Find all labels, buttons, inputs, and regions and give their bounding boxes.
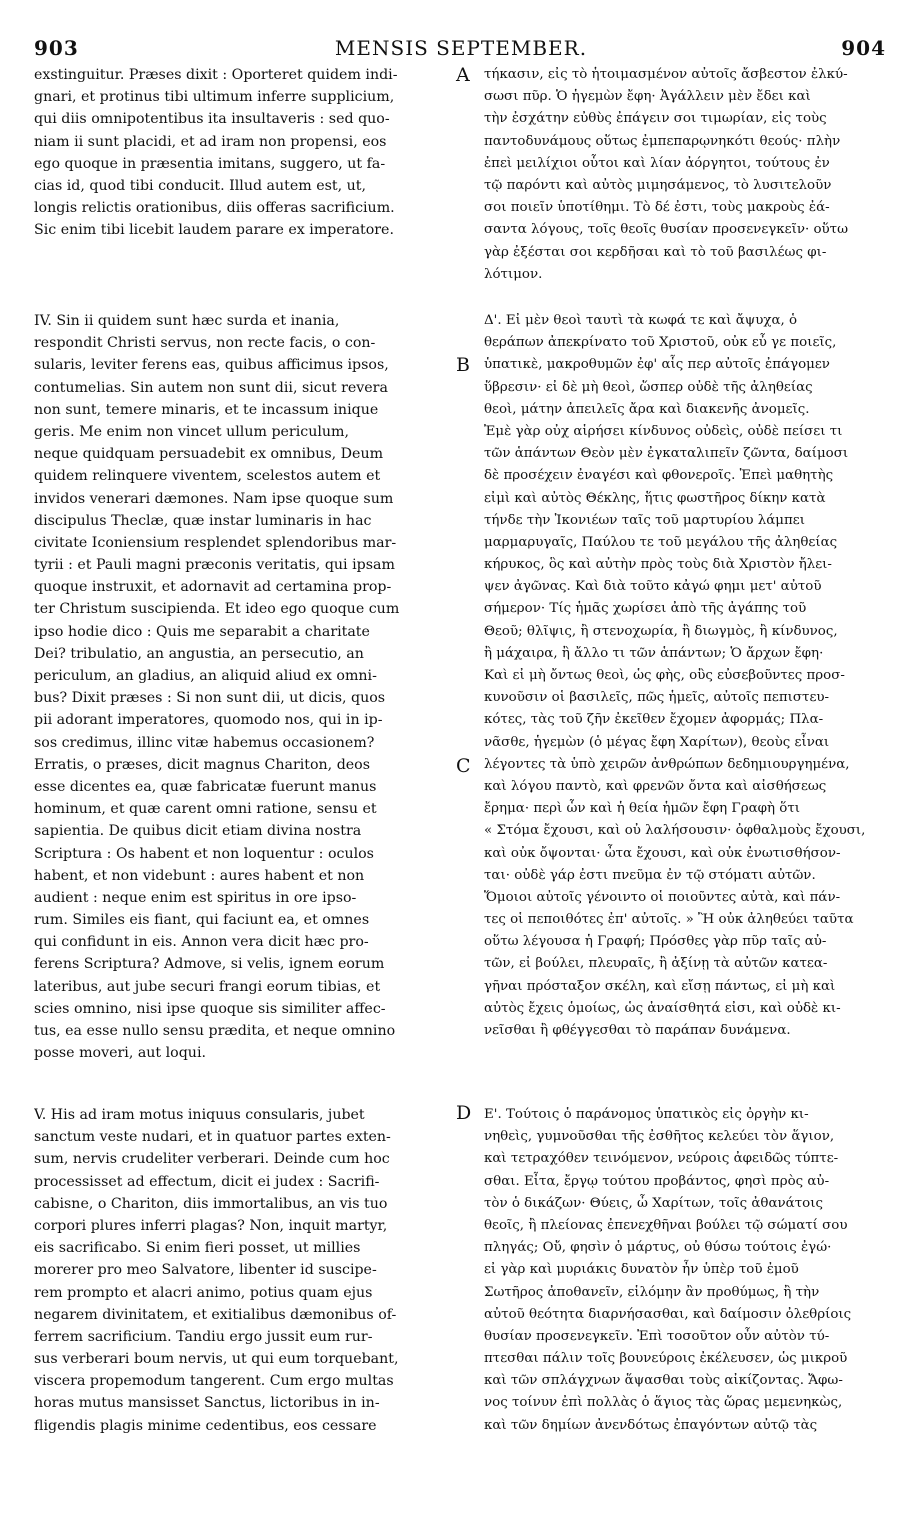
text-line: ψεν ἀγῶνας. Καὶ διὰ τοῦτο κἀγώ φημι μετ' αὐτοῦ <box>484 579 822 595</box>
text-line: bus? Dixit præses : Si non sunt dii, ut dicis, quos <box>34 690 386 707</box>
text-line: neque quidquam persuadebit ex omnibus, Deum <box>34 446 384 463</box>
latin-column <box>34 64 450 1534</box>
text-line: τῶν, εἰ βούλει, πλευραῖς, ἢ ἀξίνῃ τὰ αὐτῶν κατεα- <box>484 956 828 972</box>
text-line: ipso hodie dico : Quis me separabit a charitate <box>34 623 370 640</box>
text-line: audient : neque enim est spiritus in ore ipso- <box>34 889 357 906</box>
text-line: morerer pro meo Salvatore, libenter id suscipe- <box>34 1262 377 1279</box>
text-line: fligendis plagis minime cedentibus, eos cessare <box>34 1417 377 1434</box>
text-line: discipulus Theclæ, quæ instar luminaris in hac <box>34 512 372 529</box>
text-line: θεράπων ἀπεκρίνατο τοῦ Χριστοῦ, οὐκ εὖ γε ποιεῖς, <box>484 335 837 351</box>
text-line: λότιμον. <box>484 266 543 282</box>
text-line: γῆναι πρόσταξον σκέλη, καὶ εἴσῃ πάντως, εἰ μὴ καὶ <box>484 978 836 994</box>
text-line: cabisne, o Chariton, diis immortalibus, an vis tuo <box>34 1195 388 1212</box>
text-line: θυσίαν προσενεγκεῖν. Ἐπὶ τοσοῦτον οὖν αὐτὸν τύ- <box>484 1328 830 1344</box>
text-line: ferrem sacrificium. Tandiu ergo jussit eum rur- <box>34 1328 373 1345</box>
text-line: ται· οὐδὲ γάρ ἐστι πνεῦμα ἐν τῷ στόματι αὐτῶν. <box>484 867 816 883</box>
text-line: periculum, an gladius, an aliquid aliud ex omni- <box>34 668 377 684</box>
right-page-number: 904 <box>841 36 886 60</box>
text-line: negarem divinitatem, et exitialibus dæmonibus of- <box>34 1306 397 1323</box>
text-line: πτεσθαι πάλιν τοῖς βουνεύροις ἐκέλευσεν, ὡς μικροῦ <box>484 1351 848 1367</box>
text-line: νᾶσθε, ἡγεμὼν (ὁ μέγας ἔφη Χαρίτων), θεοὺς εἶναι <box>484 734 830 750</box>
text-line: longis relictis orationibus, diis offeras sacrificium. <box>34 200 395 217</box>
greek-section-4 <box>484 310 890 1042</box>
text-line: νηθεὶς, γυμνοῦσθαι τῆς ἐσθῆτος κελεύει τὸν ἅγιον, <box>484 1129 835 1145</box>
text-line: Καὶ εἰ μὴ ὄντως θεοὶ, ὡς φὴς, οὓς εὐσεβοῦντες προσ- <box>484 668 845 683</box>
greek-section-3 <box>484 64 890 286</box>
text-line: quidem relinquere viventem, scelestos autem et <box>34 468 381 485</box>
text-line: καὶ λόγου παντὸ, καὶ φρενῶν ὄντα καὶ αἰσθήσεως <box>484 778 827 794</box>
margin-letter-c: C <box>456 755 471 777</box>
text-line: νος τοίνυν ἐπὶ πολλὰς ὁ ἅγιος τὰς ὥρας μεμενηκὼς, <box>484 1395 843 1411</box>
text-line: tus, ea esse nullo sensu prædita, et neque omnino <box>34 1023 396 1039</box>
text-line: τῶν ἁπάντων Θεὸν μὲν ἐγκαταλιπεῖν ζῶντα, δαίμοσι <box>484 446 849 462</box>
text-line: ἢ μάχαιρα, ἢ ἄλλο τι τῶν ἁπάντων; Ὁ ἄρχων ἔφη· <box>484 645 824 661</box>
text-line: τὸν ὁ δικάζων· Θύεις, ὦ Χαρίτων, τοῖς ἀθανάτοις <box>484 1195 823 1211</box>
text-line: contumelias. Sin autem non sunt dii, sicut revera <box>34 379 388 396</box>
latin-section-4 <box>34 310 450 1064</box>
text-line: σωσι πῦρ. Ὁ ἡγεμὼν ἔφη· Ἀγάλλειν μὲν ἔδει καὶ <box>484 89 811 105</box>
text-line: habent, et non videbunt : aures habent et non <box>34 867 365 884</box>
text-line: rem prompto et alacri animo, potius quam ejus <box>34 1284 373 1301</box>
text-line: sularis, leviter ferens eas, quibus afficimus ipsos, <box>34 357 389 374</box>
text-line: τὴν ἐσχάτην εὐθὺς ἐπάγειν σοι τιμωρίαν, εἰς τοὺς <box>484 111 827 127</box>
text-line: θεοὶ, μάτην ἀπειλεῖς ἄρα καὶ διακενῆς ἀνομεῖς. <box>484 401 810 417</box>
text-line: Ἐμὲ γὰρ οὐχ αἱρήσει κίνδυνος οὐδεὶς, οὐδὲ πείσει τι <box>484 423 843 439</box>
text-line: lateribus, aut jube securi frangi eorum tibias, et <box>34 978 381 995</box>
text-line: κυνοῦσιν οἱ βασιλεῖς, πῶς ἡμεῖς, αὐτοῖς πεπιστευ- <box>484 690 830 706</box>
text-line: αὐτοῦ θεότητα διαρνήσασθαι, καὶ δαίμοσιν ὀλεθρίοις <box>484 1306 852 1322</box>
text-line: cias id, quod tibi conducit. Illud autem est, ut, <box>34 177 366 194</box>
text-line: Sic enim tibi licebit laudem parare ex imperatore. <box>34 222 394 239</box>
latin-section-3 <box>34 64 450 242</box>
text-line: σοι ποιεῖν ὑποτίθημι. Τὸ δέ ἐστι, τοὺς μακροὺς ἐά- <box>484 200 830 216</box>
margin-letter-b: B <box>456 354 470 376</box>
greek-section-5 <box>484 1104 890 1437</box>
text-line: sapientia. De quibus dicit etiam divina nostra <box>34 823 362 840</box>
text-line: τήνδε τὴν Ἰκονιέων ταῖς τοῦ μαρτυρίου λάμπει <box>484 512 805 528</box>
text-line: λέγοντες τὰ ὑπὸ χειρῶν ἀνθρώπων δεδημιουργημένα, <box>484 756 850 772</box>
text-line: viscera propemodum tangerent. Cum ergo multas <box>34 1373 394 1390</box>
text-line: pii adorant imperatores, quomodo nos, qui in ip- <box>34 712 383 729</box>
text-line: corpori plures inferri plagas? Non, inquit martyr, <box>34 1217 388 1234</box>
text-line: αὐτὸς ἔχεις ὁμοίως, ὡς ἀναίσθητά εἰσι, καὶ οὐδὲ κι- <box>484 1000 841 1016</box>
latin-section-5 <box>34 1104 450 1437</box>
text-line: « Στόμα ἔχουσι, καὶ οὐ λαλήσουσιν· ὀφθαλμοὺς ἔχουσι, <box>484 823 866 839</box>
text-line: quoque instruxit, et adornavit ad certamina prop- <box>34 579 392 596</box>
text-line: οὕτω λέγουσα ἡ Γραφή; Πρόσθες γὰρ πῦρ ταῖς αὐ- <box>484 934 827 950</box>
text-line: ter Christum suscipienda. Et ideo ego quoque cum <box>34 601 400 618</box>
text-line: Δ'. Εἰ μὲν θεοὶ ταυτὶ τὰ κωφά τε καὶ ἄψυχα, ὁ <box>484 313 798 328</box>
text-line: exstinguitur. Præses dixit : Oporteret quidem indi- <box>34 67 398 83</box>
text-line: Θεοῦ; θλῖψις, ἢ στενοχωρία, ἢ διωγμὸς, ἢ κίνδυνος, <box>484 623 838 639</box>
text-line: Erratis, o præses, dicit magnus Chariton, deos <box>34 756 370 773</box>
text-line: esse dicentes ea, quæ fabricatæ fuerunt manus <box>34 778 377 795</box>
text-line: invidos venerari dæmones. Nam ipse quoque sum <box>34 490 394 507</box>
text-line: Ὅμοιοι αὐτοῖς γένοιντο οἱ ποιοῦντες αὐτὰ, καὶ πάν- <box>484 889 841 905</box>
text-line: πληγάς; Οὔ, φησὶν ὁ μάρτυς, οὐ θύσω τούτοις ἐγώ· <box>484 1240 832 1256</box>
text-line: sum, nervis crudeliter verberari. Deinde cum hoc <box>34 1151 390 1168</box>
text-line: processisset ad effectum, dicit ei judex : Sacrifi- <box>34 1173 380 1190</box>
text-line: V. His ad iram motus iniquus consularis, jubet <box>34 1107 365 1123</box>
running-title: MENSIS SEPTEMBER. <box>334 36 588 60</box>
text-line: θεοῖς, ἢ πλείονας ἐπενεχθῆναι βούλει τῷ σώματί σου <box>484 1217 848 1233</box>
text-line: ἐπεὶ μειλίχιοι οὗτοι καὶ λίαν ἀόργητοι, τούτους ἐν <box>484 155 830 171</box>
text-line: κήρυκος, ὃς καὶ αὐτὴν πρὸς τοὺς διὰ Χριστὸν ἤλει- <box>484 557 832 573</box>
text-line: qui confidunt in eis. Annon vera dicit hæc pro- <box>34 934 369 951</box>
text-line: ferens Scriptura? Admove, si velis, ignem eorum <box>34 956 385 973</box>
text-line: scies omnino, nisi ipse quoque sis similiter affec- <box>34 1000 386 1017</box>
text-line: τήκασιν, εἰς τὸ ἡτοιμασμένον αὐτοῖς ἄσβεστον ἐλκύ- <box>484 67 848 82</box>
text-line: tyrii : et Pauli magni præconis veritatis, qui ipsam <box>34 557 395 574</box>
margin-letter-a: A <box>456 64 470 86</box>
text-line: τες οἱ πεποιθότες ἐπ' αὐτοῖς. » Ἢ οὐκ ἀληθεύει ταῦτα <box>484 912 854 928</box>
left-page-number: 903 <box>34 36 79 60</box>
text-line: gnari, et protinus tibi ultimum inferre supplicium, <box>34 89 395 106</box>
text-line: κότες, τὰς τοῦ ζῆν ἐκεῖθεν ἔχομεν ἀφορμάς; Πλα- <box>484 712 824 728</box>
text-line: τῷ παρόντι καὶ αὐτὸς μιμησάμενος, τὸ λυσιτελοῦν <box>484 177 832 193</box>
text-line: ὕβρεσιν· εἰ δὲ μὴ θεοὶ, ὥσπερ οὐδὲ τῆς ἀληθείας <box>484 379 813 395</box>
text-line: σθαι. Εἶτα, ἔργῳ τούτου προβάντος, φησὶ πρὸς αὐ- <box>484 1173 830 1189</box>
text-line: rum. Similes eis fiant, qui faciunt ea, et omnes <box>34 912 370 929</box>
text-line: ἔρημα· περὶ ὧν καὶ ἡ θεία ἡμῶν ἔφη Γραφὴ ὅτι <box>484 801 800 817</box>
margin-letter-d: D <box>456 1102 472 1124</box>
text-line: niam ii sunt placidi, et ad iram non propensi, eos <box>34 133 387 150</box>
text-line: καὶ τῶν δημίων ἀνενδότως ἐπαγόντων αὐτῷ τὰς <box>484 1417 818 1433</box>
text-line: δὲ προσέχειν ἐναγέσι καὶ φθονεροῖς. Ἐπεὶ μαθητὴς <box>484 468 834 484</box>
text-line: civitate Iconiensium resplendet splendoribus mar- <box>34 534 397 551</box>
text-line: non sunt, temere minaris, et te incassum inique <box>34 401 379 418</box>
text-line: σαντα λόγους, τοῖς θεοῖς θυσίαν προσενεγκεῖν· οὕτω <box>484 222 849 238</box>
text-line: sos credimus, illinc vitæ habemus occasionem? <box>34 734 375 751</box>
text-line: eis sacrificabo. Si enim fieri posset, ut millies <box>34 1240 361 1257</box>
text-line: sus verberari boum nervis, ut qui eum torquebant, <box>34 1351 399 1368</box>
text-line: hominum, et quæ carent omni ratione, sensu et <box>34 801 377 818</box>
text-line: καὶ τῶν σπλάγχνων ἅψασθαι τοὺς αἰκίζοντας. Ἄφω- <box>484 1373 843 1389</box>
text-line: Scriptura : Os habent et non loquentur : oculos <box>34 845 374 862</box>
text-line: geris. Me enim non vincet ullum periculum, <box>34 423 349 440</box>
text-line: ὑπατικὲ, μακροθυμῶν ἐφ' αἷς περ αὐτοῖς ἐπάγομεν <box>484 357 830 373</box>
text-line: παντοδυνάμους οὕτως ἐμπεπαρῳνηκότι θεούς· πλὴν <box>484 133 841 149</box>
text-line: εἰ γὰρ καὶ μυριάκις δυνατὸν ἦν ὑπὲρ τοῦ ἐμοῦ <box>484 1262 799 1278</box>
greek-column <box>484 64 890 1534</box>
text-line: σήμερον· Τίς ἡμᾶς χωρίσει ἀπὸ τῆς ἀγάπης τοῦ <box>484 601 807 617</box>
text-line: Ε'. Τούτοις ὁ παράνομος ὑπατικὸς εἰς ὀργὴν κι- <box>484 1107 809 1122</box>
text-line: posse moveri, aut loqui. <box>34 1045 206 1062</box>
text-line: νεῖσθαι ἢ φθέγγεσθαι τὸ παράπαν δυνάμενα. <box>484 1023 791 1038</box>
text-line: sanctum veste nudari, et in quatuor partes exten- <box>34 1129 391 1146</box>
text-line: qui diis omnipotentibus ita insultaveris : sed quo- <box>34 111 390 128</box>
running-header <box>30 36 892 62</box>
text-line: καὶ τετραχόθεν τεινόμενον, νεύροις ἀφειδῶς τύπτε- <box>484 1151 839 1167</box>
text-line: μαρμαρυγαῖς, Παύλου τε τοῦ μεγάλου τῆς ἀληθείας <box>484 534 838 550</box>
text-line: Σωτῆρος ἀποθανεῖν, εἱλόμην ἂν προθύμως, ἢ τὴν <box>484 1284 820 1300</box>
text-line: ego quoque in præsentia imitans, suggero, ut fa- <box>34 155 386 172</box>
text-line: Dei? tribulatio, an angustia, an persecutio, an <box>34 645 364 662</box>
text-line: respondit Christi servus, non recte facis, o con- <box>34 335 376 352</box>
text-line: horas mutus mansisset Sanctus, lictoribus in in- <box>34 1395 380 1412</box>
text-line: γὰρ ἐξέσται σοι κερδῆσαι καὶ τὸ τοῦ βασιλέως φι- <box>484 244 827 260</box>
text-line: εἰμὶ καὶ αὐτὸς Θέκλης, ἥτις φωστῆρος δίκην κατὰ <box>484 490 826 506</box>
text-line: IV. Sin ii quidem sunt hæc surda et inania, <box>34 313 340 329</box>
text-line: καὶ οὐκ ὄψονται· ὦτα ἔχουσι, καὶ οὐκ ἐνωτισθήσον- <box>484 845 841 861</box>
